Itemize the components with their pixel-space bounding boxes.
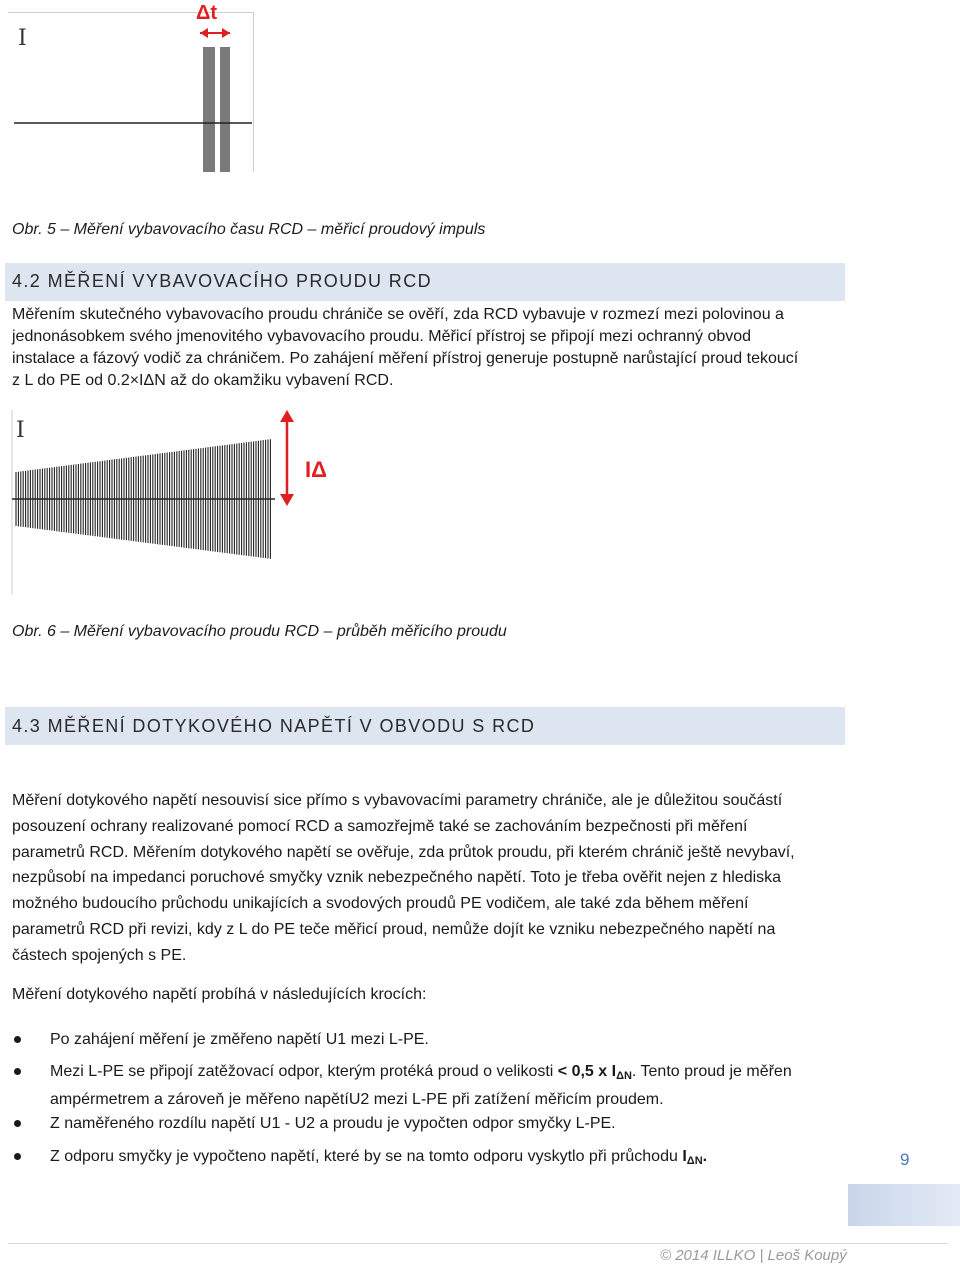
bullet-icon	[14, 1153, 21, 1160]
figure-6-i-delta-label: IΔ	[305, 457, 327, 482]
section-4-2-paragraph	[12, 304, 842, 392]
bullet-2-text-b: . Tento proud je měřen	[631, 1063, 792, 1080]
section-4-2-line-4: z L do PE od 0.2×IΔN až do okamžiku vybavení RCD.	[12, 372, 394, 389]
section-4-3-line-6: parametrů RCD při revizi, kdy z L do PE teče měřicí proud, nemůže dojít ke vzniku nebezpečného napětí na	[12, 920, 776, 938]
section-4-2-line-2: jednonásobkem svého jmenovitého vybavovacího proudu. Měřicí přístroj se připojí mezi ochranný obvod	[12, 328, 752, 345]
figure-6-current-plot	[0, 400, 340, 600]
figure-5-delta-t-label: Δt	[196, 2, 218, 24]
figure-6-axis-label: I	[16, 418, 25, 443]
steps-intro: Měření dotykového napětí probíhá v následujících krocích:	[12, 986, 427, 1003]
figure-5-axis-label: I	[18, 26, 27, 51]
figure-5-impulse-plot	[0, 0, 260, 180]
section-4-3-line-1: Měření dotykového napětí nesouvisí sice přímo s vybavovacími parametry chrániče, ale je důležitou součástí	[12, 792, 783, 809]
bullet-4-end: .	[702, 1148, 708, 1165]
page-number: 9	[900, 1150, 910, 1169]
bullet-2-subscript: ΔN	[616, 1070, 632, 1082]
bullet-2-bold: < 0,5 x I	[557, 1063, 617, 1080]
bullet-2-text-a: Mezi L-PE se připojí zatěžovací odpor, kterým protéká proud o velikosti	[50, 1063, 558, 1080]
section-4-2-line-1: Měřením skutečného vybavovacího proudu chrániče se ověří, zda RCD vybavuje v rozmezí mezi polovinou a	[12, 306, 784, 323]
section-4-3-line-3: parametrů RCD. Měřením dotykového napětí se ověřuje, zda průtok proudu, při kterém chránič ještě nevybaví,	[12, 843, 795, 861]
bullet-4-subscript: ΔN	[686, 1155, 703, 1167]
figure-6-caption: Obr. 6 – Měření vybavovacího proudu RCD – průběh měřicího proudu	[12, 623, 507, 640]
section-4-3-heading: 4.3 MĚŘENÍ DOTYKOVÉHO NAPĚTÍ V OBVODU S RCD	[12, 716, 536, 736]
bullet-icon	[14, 1120, 21, 1127]
bullet-2-line-2: ampérmetrem a zároveň je měřeno napětíU2 mezi L-PE při zatížení měřicím proudem.	[50, 1091, 664, 1108]
bullet-text-1: Po zahájení měření je změřeno napětí U1 mezi L-PE.	[50, 1031, 429, 1048]
page-corner-decoration	[848, 1184, 960, 1226]
bullet-icon	[14, 1068, 21, 1075]
bullet-4-text-a: Z odporu smyčky je vypočteno napětí, které by se na tomto odporu vyskytlo při průchodu	[50, 1148, 683, 1165]
section-4-2-heading: 4.2 MĚŘENÍ VYBAVOVACÍHO PROUDU RCD	[12, 271, 433, 291]
section-4-3-line-5: možného budoucího průchodu unikajících a svodových proudů PE vodičem, ale také zda během měření	[12, 895, 749, 913]
bullet-4-bold: I	[682, 1148, 687, 1165]
footer-rule	[8, 1243, 948, 1244]
section-4-2-line-3: instalace a fázový vodič za chráničem. Po zahájení měření přístroj generuje postupně narůstající proud tekoucí	[12, 350, 799, 367]
section-4-3-line-2: posouzení ochrany realizované pomocí RCD a samozřejmě také se zachováním bezpečnosti při měření	[12, 817, 748, 835]
bullet-text-3: Z naměřeného rozdílu napětí U1 - U2 a proudu je vypočten odpor smyčky L-PE.	[50, 1115, 616, 1132]
bullet-text-2	[50, 1060, 840, 1111]
section-4-3-line-7: částech spojených s PE.	[12, 946, 187, 964]
section-4-3-paragraph	[12, 788, 842, 969]
figure-5-caption: Obr. 5 – Měření vybavovacího času RCD – měřicí proudový impuls	[12, 221, 486, 238]
section-4-3-line-4: nezpůsobí na impedanci poruchové smyčky vznik nebezpečného napětí. Toto je třeba ověřit nejen z hlediska	[12, 869, 782, 887]
footer-copyright: © 2014 ILLKO | Leoš Koupý	[660, 1247, 847, 1264]
bullet-text-4	[50, 1145, 840, 1173]
bullet-icon	[14, 1036, 21, 1043]
